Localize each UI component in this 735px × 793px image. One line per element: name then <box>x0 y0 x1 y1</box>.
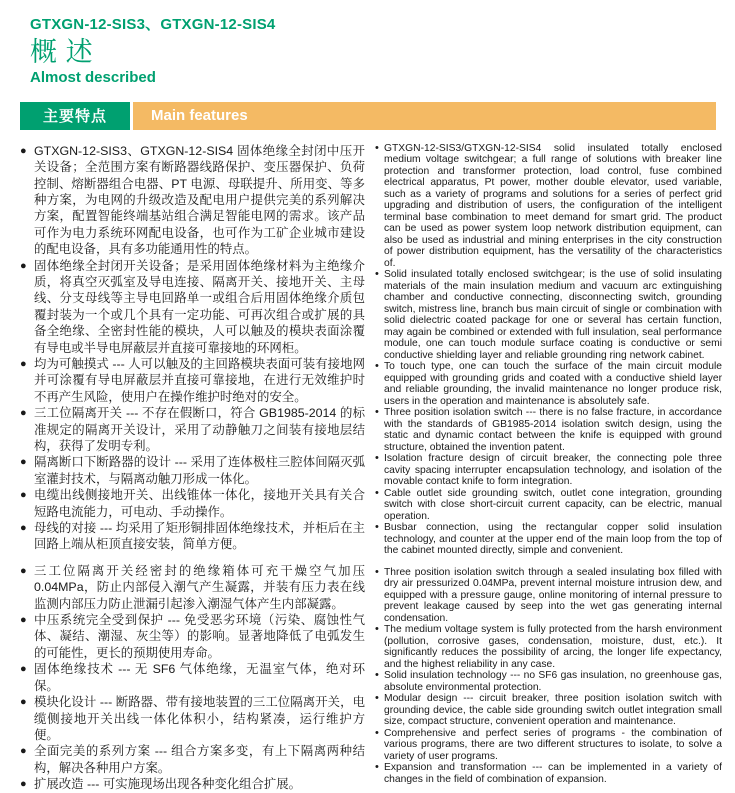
features-bar-label-zh: 主要特点 <box>20 102 130 130</box>
feature-item: • Three position isolation switch --- there is no false fracture, in accordance with the standards of GB1985-2014 isolation switch design, using the static and dynamic contact between the knife is equipped with ground structure, obtained the invention patent. <box>374 407 722 453</box>
feature-item: ● GTXGN-12-SIS3、GTXGN-12-SIS4 固体绝缘全封闭中压开关设备；全范围方案有断路器线路保护、变压器保护、负荷控制、熔断器组合电器、PT 电源、母联提升、所用变、等多种方案，为电网的升级改造及配电用户提供完美的系列解决方案，配置智能终端基站组合满足智能电网的需求。该产品可作为电力系统环网配电设备，也可作为工矿企业城市建设的配电设备，具有多功能通用性的特点。 <box>20 143 365 258</box>
feature-item: • Isolation fracture design of circuit breaker, the connecting pole three cavity spacing interrupter encapsulation technology, and isolation of the movable contact knife to form integration. <box>374 453 722 488</box>
feature-item: ● 固体绝缘技术 --- 无 SF6 气体绝缘，无温室气体，绝对环保。 <box>20 661 365 694</box>
feature-item: ● 固体绝缘全封闭开关设备；是采用固体绝缘材料为主绝缘介质，将真空灭弧室及导电连接、隔离开关、接地开关、主母线、分支母线等主导电回路单一或组合后用固体绝缘介质包覆封装为一个或几个具有一定功能、可再次组合或扩展的具备全绝缘、全密封性能的模块，人可以触及的模块表面涂覆有导电或半导电屏蔽层并直接可靠接地的环网柜。 <box>20 258 365 356</box>
feature-item: ● 母线的对接 --- 均采用了矩形铜排固体绝缘技术，并柜后在主回路上端从柜顶直接安装，简单方便。 <box>20 520 365 553</box>
feature-item: • Cable outlet side grounding switch, outlet cone integration, grounding switch with close short-circuit current capacity, can be electric, manual operation. <box>374 488 722 523</box>
feature-item: • Solid insulation technology --- no SF6 gas insulation, no greenhouse gas, absolute environmental protection. <box>374 670 722 693</box>
feature-item: ● 扩展改造 --- 可实施现场出现各种变化组合扩展。 <box>20 776 365 792</box>
content-columns <box>0 130 735 793</box>
feature-item: • Three position isolation switch through a sealed insulating box filled with dry air pressurized 0.04MPa, prevent internal moisture intrusion dew, and equipped with a pressure gauge, online monitoring of internal pressure to prevent leakage caused by seep into the wet gas generating internal condensation. <box>374 567 722 625</box>
feature-item: ● 电缆出线侧接地开关、出线锥体一体化，接地开关具有关合短路电流能力，可电动、手动操作。 <box>20 487 365 520</box>
feature-item: • The medium voltage system is fully protected from the harsh environment (pollution, corrosive gases, condensation, moisture, dust, etc.). It significantly reduces the possibility of arcing, the longer life expectancy, and the highest reliability in any case. <box>374 624 722 670</box>
section-title-en: Almost described <box>30 68 156 86</box>
feature-item: • To touch type, one can touch the surface of the main circuit module equipped with grounding grids and coated with a conductive shield layer and reliable grounding, the invalid maintenance no longer produce risk, users in the operation and maintenance is absolutely safe. <box>374 361 722 407</box>
feature-item: ● 全面完美的系列方案 --- 组合方案多变，有上下隔离两种结构，解决各种用户方案。 <box>20 743 365 776</box>
features-bar-label-en: Main features <box>133 102 716 130</box>
model-title: GTXGN-12-SIS3、GTXGN-12-SIS4 <box>30 16 276 33</box>
page-header <box>0 0 735 86</box>
features-list-zh <box>20 143 365 793</box>
feature-item: ● 均为可触摸式 --- 人可以触及的主回路模块表面可装有接地网并可涂覆有导电屏蔽层并直接可靠接地，在进行无效维护时不再产生风险，使用户在操作维护时绝对的安全。 <box>20 356 365 405</box>
feature-item: ● 隔离断口下断路器的设计 --- 采用了连体极柱三腔体间隔灭弧室灌封技术，与隔离动触刀形成一体化。 <box>20 454 365 487</box>
feature-item: • Busbar connection, using the rectangular copper solid insulation technology, and counter at the upper end of the main loop from the top of the cabinet mounted directly, simple and convenient. <box>374 522 722 557</box>
feature-item: • Comprehensive and perfect series of programs - the combination of various programs, there are two different structures to isolate, to solve a variety of user programs. <box>374 728 722 763</box>
features-list-en <box>374 143 722 793</box>
section-title-zh: 概 述 <box>30 37 93 68</box>
feature-item: • Solid insulated totally enclosed switchgear; is the use of solid insulating materials of the main insulation medium and vacuum arc extinguishing chamber and conductive connecting, disconnecting switch, grounding switch, mistress line, branch bus main circuit of single or combination with solid dielectric coated package for one or several has certain function, may again be combined or extended with full insulation, seal performance module, one can touch module surface coating is conductive or semi conductive shielding layer and reliable grounding ring network cabinet. <box>374 269 722 361</box>
feature-item: ● 三工位隔离开关 --- 不存在假断口，符合 GB1985-2014 的标准规定的隔离开关设计，采用了动静触刀之间装有接地层结构，获得了发明专利。 <box>20 405 365 454</box>
features-bar <box>20 102 716 130</box>
feature-item: ● 中压系统完全受到保护 --- 免受恶劣环境（污染、腐蚀性气体、凝结、潮湿、灰尘等）的影响。显著地降低了电弧发生的可能性，更长的预期使用寿命。 <box>20 612 365 661</box>
feature-item: • GTXGN-12-SIS3/GTXGN-12-SIS4 solid insulated totally enclosed medium voltage switchgear; a full range of solutions with breaker line protection and transformer protection, load control, fuse combined electrical apparatus, Pt power, mother double elevator, used variable, such as a variety of programs and solutions for a series of perfect grid upgrading and distribution of users, the configuration of the intelligent terminal base combination to meet demand for smart grid. The product can be used as power system loop network distribution equipment, can also be used as industrial and mining enterprises in the city construction of power distribution equipment, has the versatility of the characteristics of. <box>374 143 722 270</box>
feature-item: ● 三工位隔离开关经密封的绝缘箱体可充干燥空气加压 0.04MPa，防止内部侵入潮气产生凝露，并装有压力表在线监测内部压力防止泄漏引起渗入潮湿气体产生内部凝露。 <box>20 563 365 612</box>
feature-item: • Expansion and transformation --- can be implemented in a variety of changes in the field of combination of expansion. <box>374 762 722 785</box>
feature-item: ● 模块化设计 --- 断路器、带有接地装置的三工位隔离开关，电缆侧接地开关出线一体化体积小，结构紧凑，运行维护方便。 <box>20 694 365 743</box>
feature-item: • Modular design --- circuit breaker, three position isolation switch with grounding device, the cable side grounding switch outlet integration small size, compact structure, convenient operation and maintenance. <box>374 693 722 728</box>
